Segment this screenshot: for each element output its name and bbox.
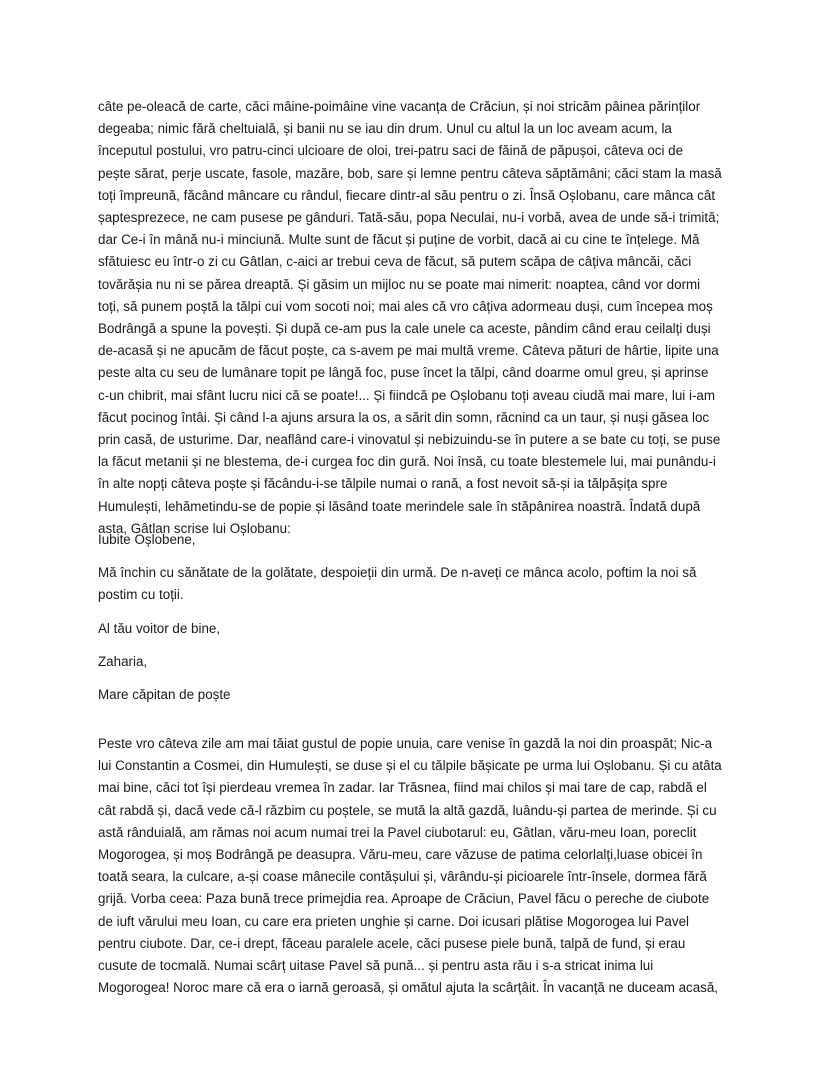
text-line: Humulești, lehămetindu-se de popie și lăsând toate merindele sale în stăpânirea noastră. Îndată după [98, 498, 701, 514]
text-line: de-acasă și ne apucăm de făcut poște, ca s-avem pe mai multă vreme. Câteva pături de hârtie, lipite una [98, 343, 719, 359]
text-line: asta, Gâtlan scrise lui Oșlobanu: [98, 520, 291, 536]
text-line: toată seara, la culcare, a-și coase mânecile contășului și, vârându-și picioarele într-însele, dormea fără [98, 869, 707, 885]
letter-body [98, 562, 732, 606]
text-line: tovărășia nu ni se părea dreaptă. Și găsim un mijloc nu se poate mai nimerit: noaptea, când vor dormi [98, 276, 701, 292]
text-line: prin casă, de usturime. Dar, neaflând care-i vinovatul și nebizuindu-se în putere a se bate cu toți, se puse [98, 432, 721, 448]
text-line: Mogorogea, și moș Bodrângă pe deasupra. Văru-meu, care văzuse de patima celorlalți,luase obicei în [98, 847, 703, 863]
letter-closing: Al tău voitor de bine, [98, 620, 221, 636]
text-line: peste alta cu seu de lumânare topit pe lângă foc, puse încet la tălpi, când doarme omul greu, și aprinse [98, 365, 709, 381]
paragraph-2 [98, 733, 732, 999]
text-line: cusute de tocmală. Numai scârț uitase Pavel să pună... și pentru asta rău i s-a stricat inima lui [98, 958, 654, 974]
text-line: la făcut metanii și ne blestema, de-i curgea foc din gură. Noi însă, cu toate blestemele lui, mai punându-i [98, 454, 716, 470]
text-line: degeaba; nimic fără cheltuială, și banii nu se iau din drum. Unul cu altul la un loc aveam acum, la [98, 121, 672, 137]
text-line: făcut pocinog întâi. Și când l-a ajuns arsura la os, a sărit din somn, răcnind ca un taur, și nuși găsea loc [98, 409, 710, 425]
text-line: începutul postului, vro patru-cinci ulcioare de oloi, trei-patru saci de făină de păpușoi, câteva oci de [98, 143, 684, 159]
text-line: postim cu toții. [98, 587, 184, 603]
text-line: pește sărat, perje uscate, fasole, mazăre, bob, sare și lemne pentru câteva săptămâni; căci stam la masă [98, 165, 722, 181]
text-line: mai bine, căci tot își pierdeau vremea în zadar. Iar Trăsnea, fiind mai chilos și mai tare de cap, rabdă el [98, 780, 707, 796]
text-line: câte pe-oleacă de carte, căci mâine-poimâine vine vacanța de Crăciun, și noi stricăm pâinea părinților [98, 99, 701, 114]
text-line: lui Constantin a Cosmei, din Humulești, se duse și el cu tălpile bășicate pe urma lui Oșlobanu. Și cu atâta [98, 758, 722, 774]
text-line: pentru ciubote. Dar, ce-i drept, făceau paralele acele, căci pusese piele bună, talpă de fund, și erau [98, 935, 686, 951]
text-line: dar Ce-i în mână nu-i minciună. Multe sunt de făcut și puține de vorbit, dacă ai cu cine te înțelege. Mă [98, 232, 700, 248]
letter-salutation: Iubite Oșlobene, [98, 532, 196, 547]
text-line: Peste vro câteva zile am mai tăiat gustul de popie unuia, care venise în gazdă la noi din proaspăt; Nic-a [98, 736, 713, 751]
text-line: sfătuiesc eu într-o zi cu Gâtlan, c-aici ar trebui ceva de făcut, să putem scăpa de câțiva mâncăi, căci [98, 254, 692, 270]
text-line: șaptesprezece, ne cam pusese pe gânduri. Tată-său, popa Neculai, nu-i vorbă, avea de unde să-i trimită; [98, 210, 720, 226]
text-line: în alte nopți câteva poște și făcându-i-se tălpile numai o rană, a fost nevoit să-și ia tălpășița spre [98, 476, 668, 492]
letter-signature-name: Zaharia, [98, 653, 148, 669]
text-line: Mogorogea! Noroc mare că era o iarnă geroasă, și omătul ajuta la scârțâit. În vacanță ne duceam acasă, [98, 980, 719, 996]
letter-signature-title: Mare căpitan de poște [98, 687, 231, 703]
text-line: Mă închin cu sănătate de la golătate, despoieții din urmă. De n-aveți ce mânca acolo, poftim la noi să [98, 565, 697, 581]
text-line: astă rânduială, am rămas noi acum numai trei la Pavel ciubotarul: eu, Gâtlan, văru-meu Ioan, poreclit [98, 824, 697, 840]
text-line: Bodrângă a spune la povești. Și după ce-am pus la cale unele ca aceste, pândim când erau ceilalți duși [98, 321, 711, 337]
text-line: toți, să punem poștă la tălpi cui vom socoti noi; mai ales că vro câțiva adormeau duși, cum începea moș [98, 298, 713, 314]
letter-block [98, 529, 732, 717]
paragraph-1 [98, 96, 732, 540]
text-line: cât rabdă și, dacă vede că-l răzbim cu poștele, se mută la altă gazdă, luându-și partea de merinde. Și cu [98, 802, 717, 818]
text-line: de iuft vărului meu Ioan, cu care era prieten unghie și carne. Doi icusari plătise Mogorogea lui Pavel [98, 913, 689, 929]
text-line: toți împreună, făcând mâncare cu rândul, fiecare dintr-al său pentru o zi. Însă Oșlobanu, care mânca cât [98, 187, 716, 203]
text-line: grijă. Vorba ceea: Paza bună trece primejdia rea. Aproape de Crăciun, Pavel făcu o pereche de ciubote [98, 891, 710, 907]
text-line: c-un chibrit, mai sfânt lucru nici că se poate!... Și fiindcă pe Oșlobanu toți aveau ciudă mai mare, lui i-am [98, 387, 716, 403]
